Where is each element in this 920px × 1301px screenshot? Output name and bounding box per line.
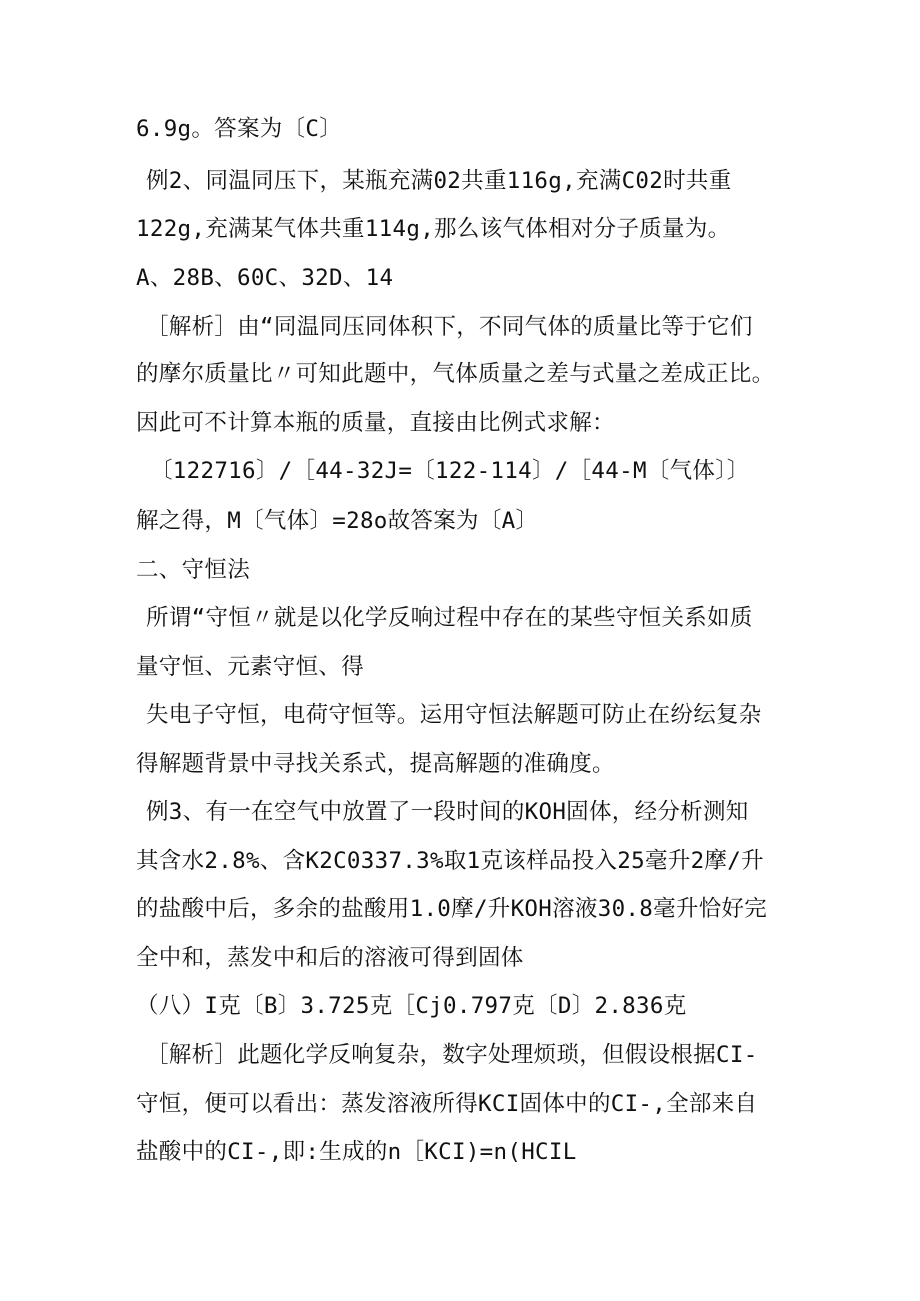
- text-line-21: 守恒，便可以看出：蒸发溶液所得KCI固体中的CI-,全部来自: [136, 1091, 758, 1117]
- text-line-1: 6.9g。答案为〔C〕: [136, 116, 343, 142]
- text-line-6: 的摩尔质量比〃可知此题中，气体质量之差与式量之差成正比。: [136, 361, 775, 387]
- section-heading: 二、守恒法: [136, 557, 251, 583]
- text-line-13: 失电子守恒，电荷守恒等。运用守恒法解题可防止在纷纭复杂: [146, 702, 762, 728]
- text-line-15: 例3、有一在空气中放置了一段时间的KOH固体，经分析测知: [146, 799, 749, 825]
- text-line-2: 例2、同温同压下，某瓶充满02共重116g,充满C02时共重: [146, 168, 732, 194]
- text-line-4: A、28B、60C、32D、14: [136, 265, 394, 291]
- text-line-8: 〔122716〕/［44-32J=〔122-114〕/［44-M〔气体〕〕: [150, 458, 750, 484]
- text-line-9: 解之得，M〔气体〕=28o故答案为〔A〕: [136, 508, 539, 534]
- text-line-22: 盐酸中的CI-,即:生成的n［KCI)=n(HCIL: [136, 1139, 577, 1165]
- text-line-3: 122g,充满某气体共重114g,那么该气体相对分子质量为。: [136, 216, 731, 242]
- text-line-20: ［解析］此题化学反响复杂，数字处理烦琐，但假设根据CI-: [146, 1042, 758, 1068]
- text-line-18: 全中和，蒸发中和后的溶液可得到固体: [136, 945, 524, 971]
- text-line-16: 其含水2.8%、含K2C0337.3%取1克该样品投入25毫升2摩/升: [136, 848, 764, 874]
- text-line-11: 所谓“守恒〃就是以化学反响过程中存在的某些守恒关系如质: [146, 605, 753, 631]
- text-line-12: 量守恒、元素守恒、得: [136, 654, 365, 680]
- text-line-14: 得解题背景中寻找关系式，提高解题的准确度。: [136, 751, 615, 777]
- answer-options: （八）I克〔B〕3.725克［Cj0.797克〔D〕2.836克: [136, 993, 687, 1019]
- text-line-5: ［解析］由“同温同压同体积下，不同气体的质量比等于它们: [146, 314, 753, 340]
- text-line-17: 的盐酸中后，多余的盐酸用1.0摩/升KOH溶液30.8毫升恰好完: [136, 896, 768, 922]
- text-line-7: 因此可不计算本瓶的质量，直接由比例式求解：: [136, 410, 615, 436]
